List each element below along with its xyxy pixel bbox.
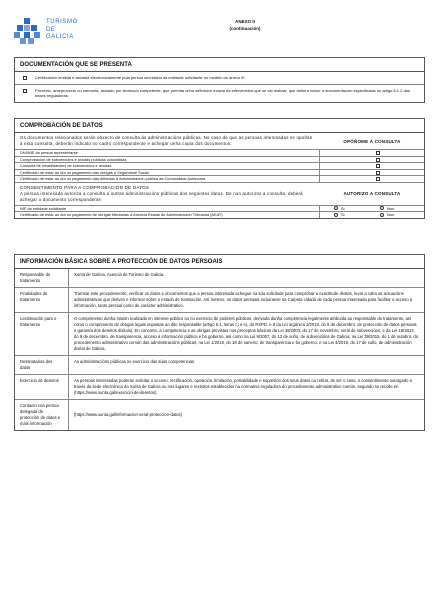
- protection-row-value: As persoas interesadas poderán solicitar o acceso, rectificación, oposición, limitación, portabilidade e supresión dos seus datos ou retirar, de ser o caso, o consentimento outorgado a través da sede electrónica da Xunta de Galicia ou nos lugares e rexistros establecidos na normativa reguladora do procedemento administrativo común, segundo se recolle en (https://www.xunta.gal/exercicio-de-dereitos).: [74, 378, 412, 395]
- authorize-row: [15, 212, 424, 218]
- documentation-checkbox[interactable]: [23, 89, 27, 93]
- consent-title: CONSENTIMENTO PARA A COMPROBACIÓN DE DATOS: [20, 184, 150, 190]
- documentation-item: [15, 72, 424, 85]
- oppose-checkbox[interactable]: [376, 164, 380, 168]
- protection-row-value: As administracións públicas no exercicio das súas competencias.: [74, 359, 196, 364]
- verification-intro-text: Os documentos relacionados serán obxecto de consulta ás administracións públicas. No caso de que as persoas interesadas se opoñan a esta consulta, deberán indicalo no cadro correspondente e achegar unha copia dos documentos.: [20, 135, 313, 146]
- logo-mark-icon: [14, 18, 40, 44]
- turismo-galicia-logo: [14, 18, 104, 46]
- option-no-label: Non: [387, 212, 395, 217]
- annex-subtitle: (continuación): [229, 26, 261, 31]
- protection-row: [15, 288, 424, 313]
- annex-heading: [200, 18, 290, 32]
- oppose-item-label: DNI/NIE da persoa representante: [15, 150, 320, 156]
- oppose-intro: [15, 133, 424, 150]
- documentation-item: [15, 85, 424, 102]
- authorize-yes-radio[interactable]: [334, 206, 338, 210]
- protection-row: [15, 313, 424, 356]
- authorize-no-radio[interactable]: [380, 206, 384, 210]
- data-protection-title: INFORMACIÓN BÁSICA SOBRE A PROTECCIÓN DE DATOS PERSOAIS: [15, 255, 424, 269]
- protection-row: [15, 400, 424, 430]
- documentation-item-label: Certificación emitida e asinada electronicamente pola persoa secretaria da entidade solicitante no modelo do anexo III.: [35, 75, 246, 80]
- oppose-item-label: Certificado de estar ao día no pagamento das obrigas á Seguridade Social: [15, 170, 320, 176]
- option-yes-label: Si: [341, 212, 345, 217]
- oppose-item-label: Certificado de estar ao día no pagamento das débedas á Administración pública da Comunidade Autónoma: [15, 176, 320, 182]
- documentation-checkbox[interactable]: [23, 76, 27, 80]
- protection-row-label: Lexitimación para o tratamento: [15, 313, 69, 355]
- authorize-no-radio[interactable]: [380, 213, 384, 217]
- protection-row-label: Contacto coa persoa delegada de protección de datos e máis información: [15, 400, 69, 430]
- protection-row-value: [69, 400, 424, 430]
- authorize-yes-radio[interactable]: [334, 213, 338, 217]
- logo-text: [46, 19, 78, 42]
- oppose-item-label: Comprobación de subvencións e axudas públicas concedidas: [15, 157, 320, 163]
- oppose-item-label: Consulta de inhabilitacións de subvencións e axudas: [15, 163, 320, 169]
- consent-intro: [15, 183, 424, 206]
- logo-line-2: DE: [46, 26, 56, 33]
- protection-row: [15, 269, 424, 288]
- authorize-header: AUTORIZO A CONSULTA: [343, 191, 401, 196]
- oppose-checkbox[interactable]: [376, 171, 380, 175]
- documentation-section: [14, 57, 425, 103]
- annex-title: ANEXO II: [235, 19, 255, 24]
- documentation-item-label: Proxecto, anteproxecto ou memoria, asinado por técnico/a competente, que permita unha definición exacta da intervención que se vai realizar, que deberá incluír a documentación especificada no artigo 6.1.2 das bases reguladoras.: [35, 87, 410, 98]
- consent-text-block: [15, 183, 320, 205]
- oppose-checkbox[interactable]: [376, 177, 380, 181]
- protection-row-value: O cumprimento dunha misión realizada en interese público ou no exercicio de poderes públicos, derivada dunha competencia legalmente atribuída ao responsable do tratamento, así como o cumprimento de obrigas legais impostas ao dito responsable (artigo 6.1, letras c) e e), do RXPD, e 8 da Lei orgánica 3/2018, do 5 de decembro, de protección de datos persoais e garantía dos dereitos dixitais). En concreto, a competencia e as obrigas previstas nos preceptos básicos da Lei 38/2003, do 17 de novembro, xeral de subvencións, e da Lei 19/2013, do 9 de decembro, de transparencia, acceso á información pública e bo goberno, así como na Lei 9/2007, do 13 de xuño, de subvencións de Galicia, na Lei 39/2015, do 1 de outubro, do procedemento administrativo común das administracións públicas, na Lei 1/2016, do 18 de xaneiro, de transparencia e bo goberno, e na Lei 4/2019, do 17 de xullo, de administración dixital de Galicia.: [74, 316, 419, 351]
- protection-row-label: Destinatarios dos datos: [15, 356, 69, 374]
- protection-row-label: Responsable do tratamento: [15, 269, 69, 287]
- option-no-label: Non: [387, 205, 395, 211]
- protection-row-value: Xunta de Galicia. Axencia de Turismo de Galicia.: [74, 272, 165, 277]
- consent-text: A persoa interesada autoriza a consulta a outras administracións públicas dos seguintes datos. De non autorizar a consulta, deberá achegar o documento correspondente.: [20, 190, 303, 202]
- logo-line-3: GALICIA: [46, 34, 74, 40]
- data-protection-section: [14, 254, 425, 431]
- verification-title: COMPROBACIÓN DE DATOS: [15, 119, 424, 133]
- verification-section: [14, 118, 425, 219]
- protection-link[interactable]: (https://www.xunta.gal/informacion-xeral-proteccion-datos): [74, 412, 182, 417]
- logo-line-1: TURISMO: [46, 19, 78, 25]
- oppose-checkbox[interactable]: [376, 158, 380, 162]
- protection-row-label: Exercicio de dereitos: [15, 375, 69, 399]
- protection-row-label: Finalidades do tratamento: [15, 288, 69, 312]
- protection-row: [15, 375, 424, 400]
- authorize-item-label: NIF da entidade solicitante: [15, 206, 320, 212]
- option-yes-label: Si: [341, 205, 345, 211]
- oppose-checkbox[interactable]: [376, 151, 380, 155]
- protection-row: [15, 356, 424, 375]
- documentation-title: DOCUMENTACIÓN QUE SE PRESENTA: [15, 58, 424, 72]
- authorize-item-label: Certificado de estar ao día no pagamento de obrigas tributarias á Axencia Estatal de Administración Tributaria (AEAT): [15, 212, 320, 218]
- protection-row-value: Tramitar este procedemento, verificar os datos e documentos que a persoa interesada achegue na súa solicitude para comprobar a exactitude destes, levar a cabo as actuacións administrativas que deriven e informar sobre o estado de tramitación. Así mesmo, os datos persoais incluiranse na Carpeta cidadá de cada persoa interesada para facilitar o acceso á información, tanto persoal como de carácter administrativo.: [74, 291, 413, 308]
- oppose-header: OPÓÑOME Á CONSULTA: [343, 138, 401, 144]
